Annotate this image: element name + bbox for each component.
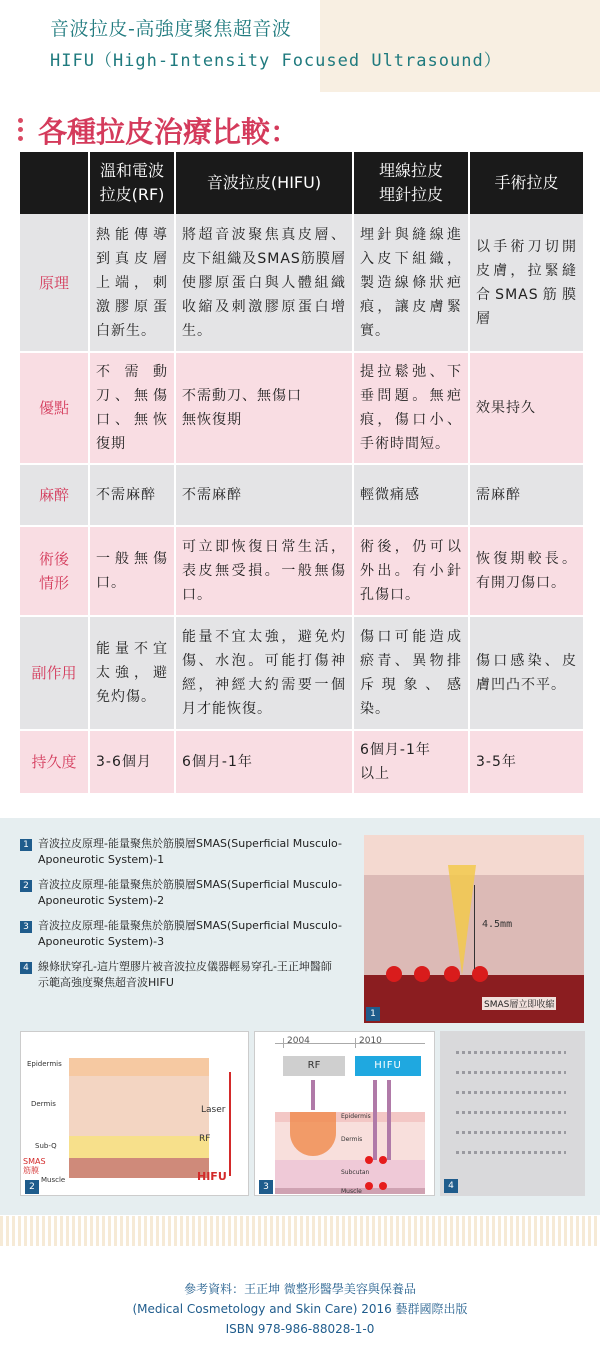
perforation-row: [456, 1111, 566, 1114]
depth-line: [474, 885, 475, 969]
table-row: [20, 730, 583, 794]
label-rf: RF: [199, 1134, 211, 1144]
label-muscle: Muscle: [341, 1188, 362, 1195]
label-smas: [23, 1157, 46, 1175]
hifu-arrow-icon: [373, 1080, 377, 1160]
table-header-cell: [20, 152, 89, 214]
rf-heat-zone: [290, 1112, 336, 1156]
table-cell: 輕微痛感: [353, 464, 469, 526]
hifu-box: HIFU: [355, 1056, 421, 1076]
figure-2-badge: 2: [25, 1180, 39, 1194]
table-cell: 一般無傷口。: [89, 526, 175, 616]
table-cell: 傷口可能造成瘀青、異物排斥現象、感染。: [353, 616, 469, 730]
note-number-badge: 2: [20, 880, 32, 892]
label-smas-en: SMAS: [23, 1157, 46, 1166]
row-label: 術後 情形: [20, 526, 89, 616]
note-text: 音波拉皮原理-能量聚焦於筋膜層SMAS(Superficial Musculo- Aponeurotic System)-1: [38, 837, 342, 866]
reference-line-3: ISBN 978-986-88028-1-0: [225, 1322, 375, 1336]
note-text: 線條狀穿孔-這片塑膠片被音波拉皮儀器輕易穿孔-王正坤醫師示範高強度聚焦超音波HIFU: [38, 960, 332, 989]
table-cell: 需麻醉: [469, 464, 583, 526]
table-row: [20, 616, 583, 730]
section-title: 各種拉皮治療比較：: [38, 115, 300, 149]
label-smas-zh: 筋膜: [23, 1166, 39, 1175]
table-cell: 能量不宜太強，避免灼傷。: [89, 616, 175, 730]
row-label: 麻醉: [20, 464, 89, 526]
table-cell: 可立即恢復日常生活，表皮無受損。一般無傷口。: [175, 526, 353, 616]
table-cell: 能量不宜太強，避免灼傷、水泡。可能打傷神經，神經大約需要一個月才能恢復。: [175, 616, 353, 730]
footer: [0, 1246, 600, 1354]
header-title-zh: 音波拉皮-高強度聚焦超音波: [50, 18, 292, 40]
bullet-dots-icon: [18, 118, 26, 145]
perforation-row: [456, 1091, 566, 1094]
focal-point-icon: [379, 1182, 387, 1190]
label-subq: Sub-Q: [35, 1142, 57, 1150]
note-text: 音波拉皮原理-能量聚焦於筋膜層SMAS(Superficial Musculo- Aponeurotic System)-2: [38, 878, 342, 907]
timeline-tick: [355, 1038, 356, 1048]
table-cell: 3-6個月: [89, 730, 175, 794]
table-cell: 6個月-1年: [175, 730, 353, 794]
reference-line-2: (Medical Cosmetology and Skin Care) 2016 藝群國際出版: [132, 1302, 468, 1316]
label-hifu: HIFU: [197, 1170, 227, 1183]
table-row: [20, 526, 583, 616]
label-dermis: Dermis: [31, 1100, 56, 1108]
ultrasound-beam-icon: [448, 865, 476, 975]
header-title-en: HIFU（High-Intensity Focused Ultrasound）: [50, 51, 502, 71]
rf-box: RF: [283, 1056, 345, 1076]
figure-4-badge: 4: [444, 1179, 458, 1193]
reference-line-1: 參考資料：王正坤 微整形醫學美容與保養品: [184, 1282, 416, 1296]
timeline-tick: [283, 1038, 284, 1048]
figure-notes: [20, 836, 342, 1000]
figure-4-photo: [440, 1031, 585, 1196]
note-number-badge: 1: [20, 839, 32, 851]
figure-note: [20, 918, 342, 950]
table-header-cell: 音波拉皮(HIFU): [175, 152, 353, 214]
table-cell: 恢復期較長。有開刀傷口。: [469, 526, 583, 616]
perforation-row: [456, 1131, 566, 1134]
figure-3-diagram: [254, 1031, 435, 1196]
row-label: 原理: [20, 214, 89, 352]
table-cell: 提拉鬆弛、下垂問題。無疤痕，傷口小、手術時間短。: [353, 352, 469, 464]
figure-2-diagram: [20, 1031, 249, 1196]
label-subcutan: Subcutan: [341, 1169, 370, 1176]
table-cell: 傷口感染、皮膚凹凸不平。: [469, 616, 583, 730]
label-epidermis: Epidermis: [27, 1060, 62, 1068]
table-header-row: [20, 152, 583, 214]
label-dermis: Dermis: [341, 1136, 363, 1143]
figure-note: [20, 877, 342, 909]
perforation-row: [456, 1151, 566, 1154]
table-header-cell: 埋線拉皮 埋針拉皮: [353, 152, 469, 214]
year-2010: 2010: [359, 1036, 382, 1046]
table-cell: 不需動刀、無傷口、無恢復期: [89, 352, 175, 464]
hifu-indicator-line: [229, 1072, 231, 1176]
focal-point-icon: [386, 966, 402, 982]
figure-1-caption: SMAS層立即收縮: [482, 997, 556, 1010]
row-label: 副作用: [20, 616, 89, 730]
table-cell: 不需麻醉: [175, 464, 353, 526]
table-cell: 效果持久: [469, 352, 583, 464]
perforation-row: [456, 1071, 566, 1074]
depth-label: 4.5mm: [482, 919, 513, 930]
perforation-row: [456, 1051, 566, 1054]
table-cell: 以手術刀切開皮膚，拉緊縫合SMAS筋膜層: [469, 214, 583, 352]
table-row: [20, 464, 583, 526]
note-number-badge: 3: [20, 921, 32, 933]
table-cell: 熱能傳導到真皮層上端，刺激膠原蛋白新生。: [89, 214, 175, 352]
table-cell: 不需麻醉: [89, 464, 175, 526]
label-laser: Laser: [201, 1105, 226, 1115]
focal-point-icon: [365, 1156, 373, 1164]
decorative-stripe: [0, 1216, 600, 1246]
table-row: [20, 352, 583, 464]
skin-block: [69, 1058, 209, 1178]
focal-point-icon: [379, 1156, 387, 1164]
table-cell: 術後，仍可以外出。有小針孔傷口。: [353, 526, 469, 616]
row-label: 持久度: [20, 730, 89, 794]
row-label: 優點: [20, 352, 89, 464]
table-cell: 埋針與縫線進入皮下組織，製造線條狀疤痕，讓皮膚緊實。: [353, 214, 469, 352]
focal-point-icon: [414, 966, 430, 982]
figure-section: [0, 818, 600, 1215]
table-cell: 3-5年: [469, 730, 583, 794]
label-muscle: Muscle: [41, 1176, 66, 1184]
figure-1-skin-photo: [364, 835, 584, 1023]
hifu-arrow-icon: [387, 1080, 391, 1160]
figure-1-badge: 1: [366, 1007, 380, 1021]
table-row: [20, 214, 583, 352]
table-cell: 不需動刀、無傷口 無恢復期: [175, 352, 353, 464]
figure-note: [20, 959, 342, 991]
figure-note: [20, 836, 342, 868]
page-header: [0, 0, 600, 92]
table-cell: 6個月-1年 以上: [353, 730, 469, 794]
rf-arrow-icon: [311, 1080, 315, 1110]
table-header-cell: 溫和電波 拉皮(RF): [89, 152, 175, 214]
table-header-cell: 手術拉皮: [469, 152, 583, 214]
label-epidermis: Epidermis: [341, 1113, 371, 1120]
table-cell: 將超音波聚焦真皮層、皮下組織及SMAS筋膜層使膠原蛋白與人體組織收縮及刺激膠原蛋白增生。: [175, 214, 353, 352]
note-text: 音波拉皮原理-能量聚焦於筋膜層SMAS(Superficial Musculo- Aponeurotic System)-3: [38, 919, 342, 948]
figure-3-badge: 3: [259, 1180, 273, 1194]
note-number-badge: 4: [20, 962, 32, 974]
year-2004: 2004: [287, 1036, 310, 1046]
focal-point-icon: [365, 1182, 373, 1190]
comparison-table: [20, 152, 583, 795]
focal-point-icon: [444, 966, 460, 982]
